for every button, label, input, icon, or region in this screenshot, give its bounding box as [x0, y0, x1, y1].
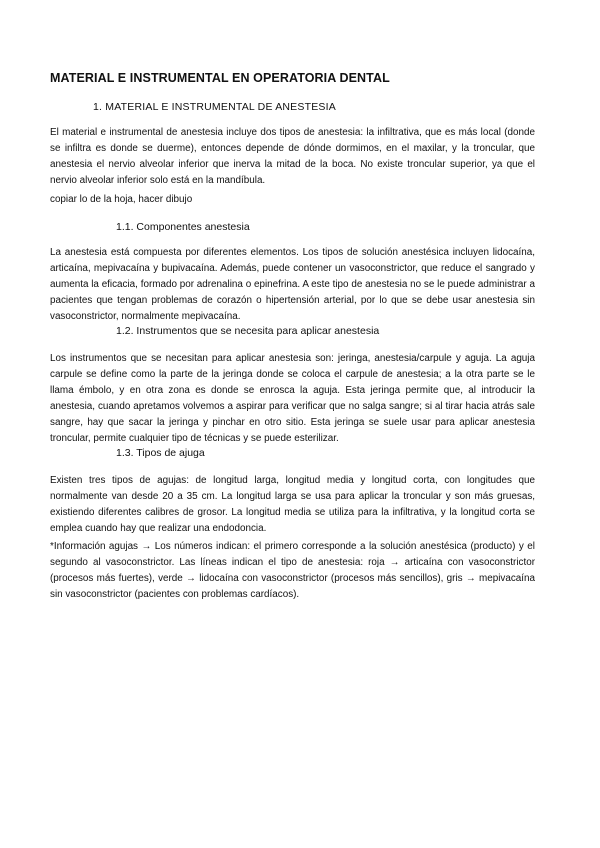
paragraph-needle-types: Existen tres tipos de agujas: de longitud larga, longitud media y longitud corta, con longitudes que normalmente van desde 20 a 35 cm. La longitud larga se usa para aplicar la troncular y son más gruesas, existiendo diferentes calibres de grosor. La longitud media se utiliza para la infiltrativa, y la longitud corta se emplea cuando hay que realizar una endodoncia. [50, 475, 535, 534]
paragraph-needle-info: *Información agujas → Los números indican: el primero corresponde a la solución anestésica (producto) y el segundo al vasoconstrictor. Las líneas indican el tipo de anestesia: roja → articaína con vasoconstrictor (procesos más fuertes), verde → lidocaína con vasoconstrictor (procesos más sencillos), gris → mepivacaína sin vasoconstrictor (pacientes con problemas cardíacos). [50, 541, 535, 600]
document-title: MATERIAL E INSTRUMENTAL EN OPERATORIA DENTAL [50, 71, 390, 85]
section-heading-1-1: 1.1. Componentes anestesia [116, 221, 250, 233]
section-heading-1-3: 1.3. Tipos de ajuga [116, 447, 205, 459]
paragraph-components: La anestesia está compuesta por diferentes elementos. Los tipos de solución anestésica incluyen lidocaína, articaína, mepivacaína y bupivacaína. Además, puede contener un vasoconstrictor, que reduce el sangrado y aumenta la eficacia, formado por adrenalina o epinefrina. A este tipo de anestesia no se le puede administrar a pacientes que tengan problemas de corazón o hipertensión arterial, por lo que se debe usar anestesia sin vasoconstrictor, normalmente mepivacaína. [50, 247, 535, 322]
note-copy-drawing: copiar lo de la hoja, hacer dibujo [50, 194, 193, 205]
paragraph-instruments: Los instrumentos que se necesitan para aplicar anestesia son: jeringa, anestesia/carpule y aguja. La aguja carpule se define como la parte de la jeringa donde se coloca el carpule de anestesia; a la otra parte se le llama émbolo, y en otra zona es donde se enrosca la aguja. Esta jeringa permite que, al introducir la anestesia, cuando apretamos volvemos a aspirar para verificar que no salga sangre; si al tirar hacia atrás sale sangre, hay que sacar la jeringa y pinchar en otro sitio. Esta jeringa se suele usar para aplicar anestesia troncular, permite cualquier tipo de técnicas y se puede esterilizar. [50, 353, 535, 444]
section-heading-1: 1. MATERIAL E INSTRUMENTAL DE ANESTESIA [93, 101, 336, 113]
section-heading-1-2: 1.2. Instrumentos que se necesita para aplicar anestesia [116, 325, 380, 337]
paragraph-intro: El material e instrumental de anestesia incluye dos tipos de anestesia: la infiltrativa, que es más local (donde se infiltra es donde se duerme), entonces depende de dónde dormimos, en el maxilar, y la troncular, que anestesia el nervio alveolar inferior que inerva la mitad de la boca. No existe troncular superior, ya que el nervio alveolar inferior solo está en la mandíbula. [50, 127, 535, 186]
